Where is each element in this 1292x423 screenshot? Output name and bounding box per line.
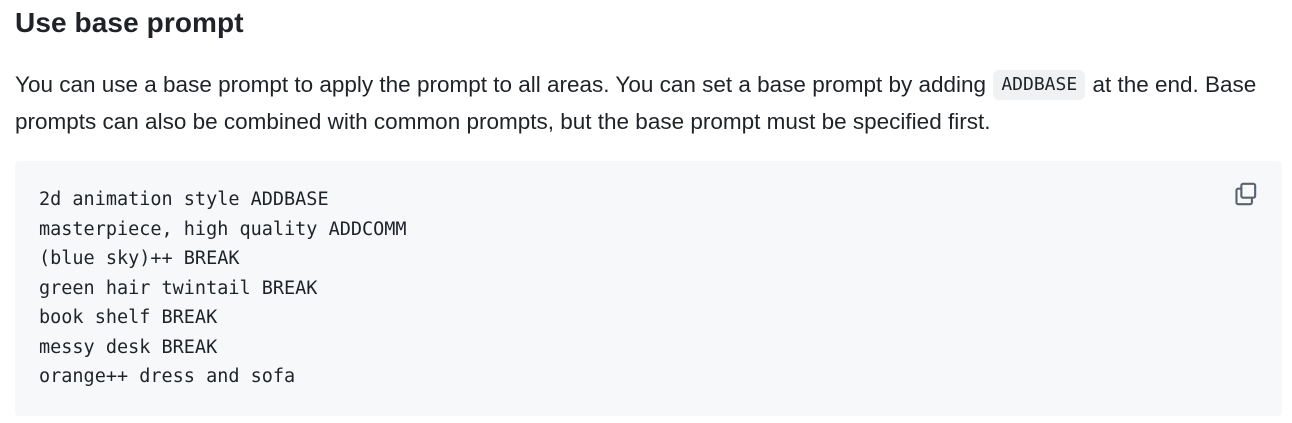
copy-button[interactable] <box>1230 179 1260 209</box>
inline-code-addbase: ADDBASE <box>993 70 1085 100</box>
code-line: 2d animation style ADDBASE <box>39 189 329 210</box>
code-line: orange++ dress and sofa <box>39 366 296 387</box>
description-text-start: You can use a base prompt to apply the prompt to all areas. You can set a base prompt by adding <box>15 72 987 97</box>
code-lines <box>39 185 407 392</box>
code-line: (blue sky)++ BREAK <box>39 248 240 269</box>
code-line: messy desk BREAK <box>39 336 218 358</box>
code-block <box>15 161 1282 416</box>
description-paragraph <box>15 66 1285 140</box>
code-line: green hair twintail BREAK <box>39 277 318 299</box>
description-text-end: at the end. Base prompts can also be combined with common prompts, but the base prompt must be specified first. <box>15 72 1257 134</box>
code-line: masterpiece, high quality ADDCOMM <box>39 218 407 240</box>
code-line: book shelf BREAK <box>39 307 218 328</box>
section-heading: Use base prompt <box>15 7 244 38</box>
copy-icon <box>1232 181 1258 207</box>
